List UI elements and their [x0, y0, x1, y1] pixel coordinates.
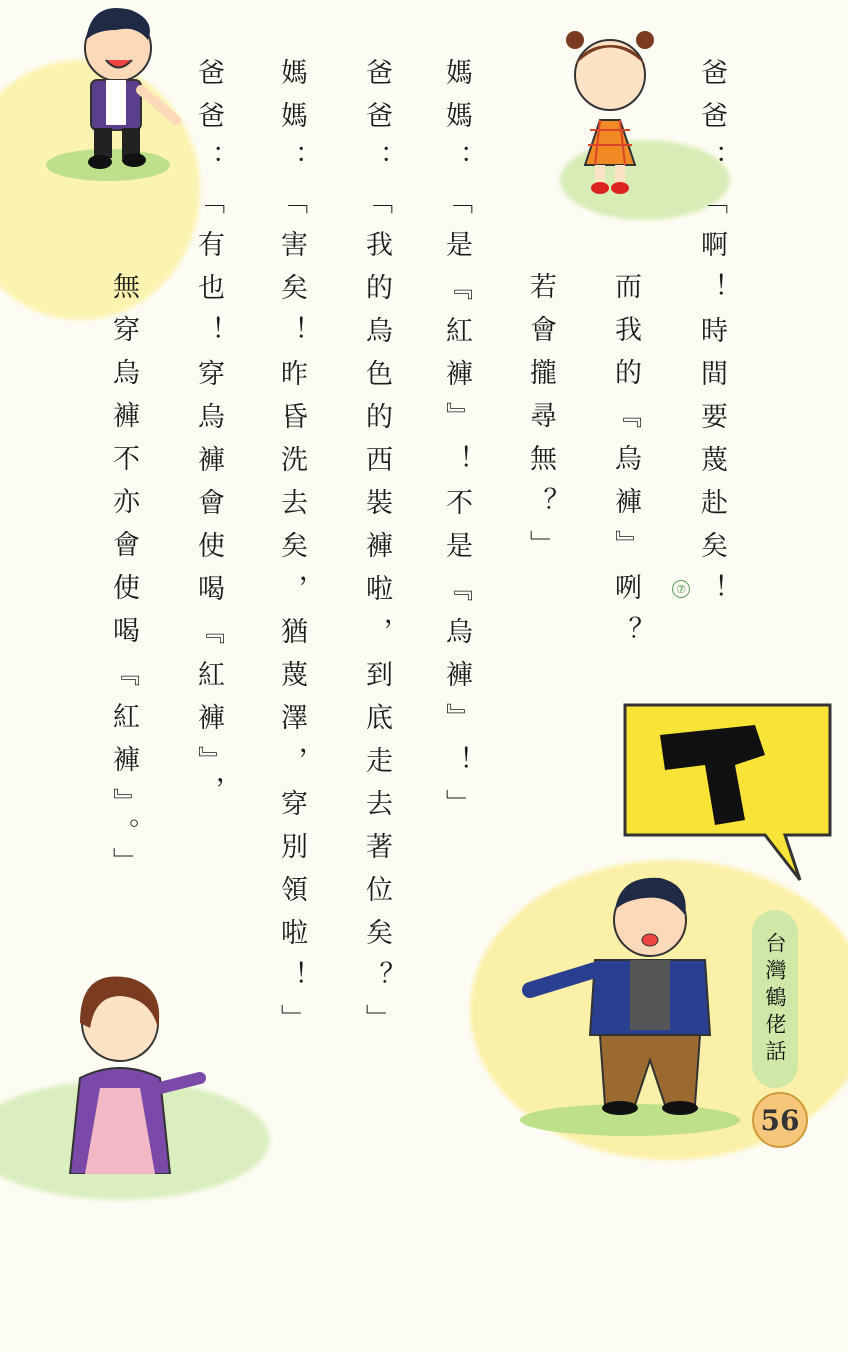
series-title-label: 台灣鶴佬話 [752, 910, 798, 1088]
dialogue-column-8: 無穿烏褲不亦會使喝『紅褲』。」 [108, 272, 139, 890]
dialogue-column-1: 爸爸：「啊！時間要蔑赴矣！ [696, 58, 727, 617]
dialogue-column-4: 媽媽：「是『紅褲』！不是『烏褲』！」 [441, 58, 472, 832]
boy-illustration [36, 0, 186, 190]
dialogue-column-7: 爸爸：「有也！穿烏褲會使喝『紅褲』， [193, 58, 224, 819]
dialogue-column-3: 若會攏尋無？」 [525, 272, 556, 573]
dialogue-column-2: 而我的『烏褲』咧？ [610, 272, 641, 659]
page-number: 56 [752, 1092, 808, 1148]
dialogue-column-5: 爸爸：「我的烏色的西裝褲啦，到底走去著位矣？」 [361, 58, 392, 1047]
footnote-marker: ⑦ [672, 580, 690, 598]
girl-illustration [540, 20, 680, 200]
dialogue-column-6: 媽媽：「害矣！昨昏洗去矣，猶蔑澤，穿別領啦！」 [276, 58, 307, 1047]
